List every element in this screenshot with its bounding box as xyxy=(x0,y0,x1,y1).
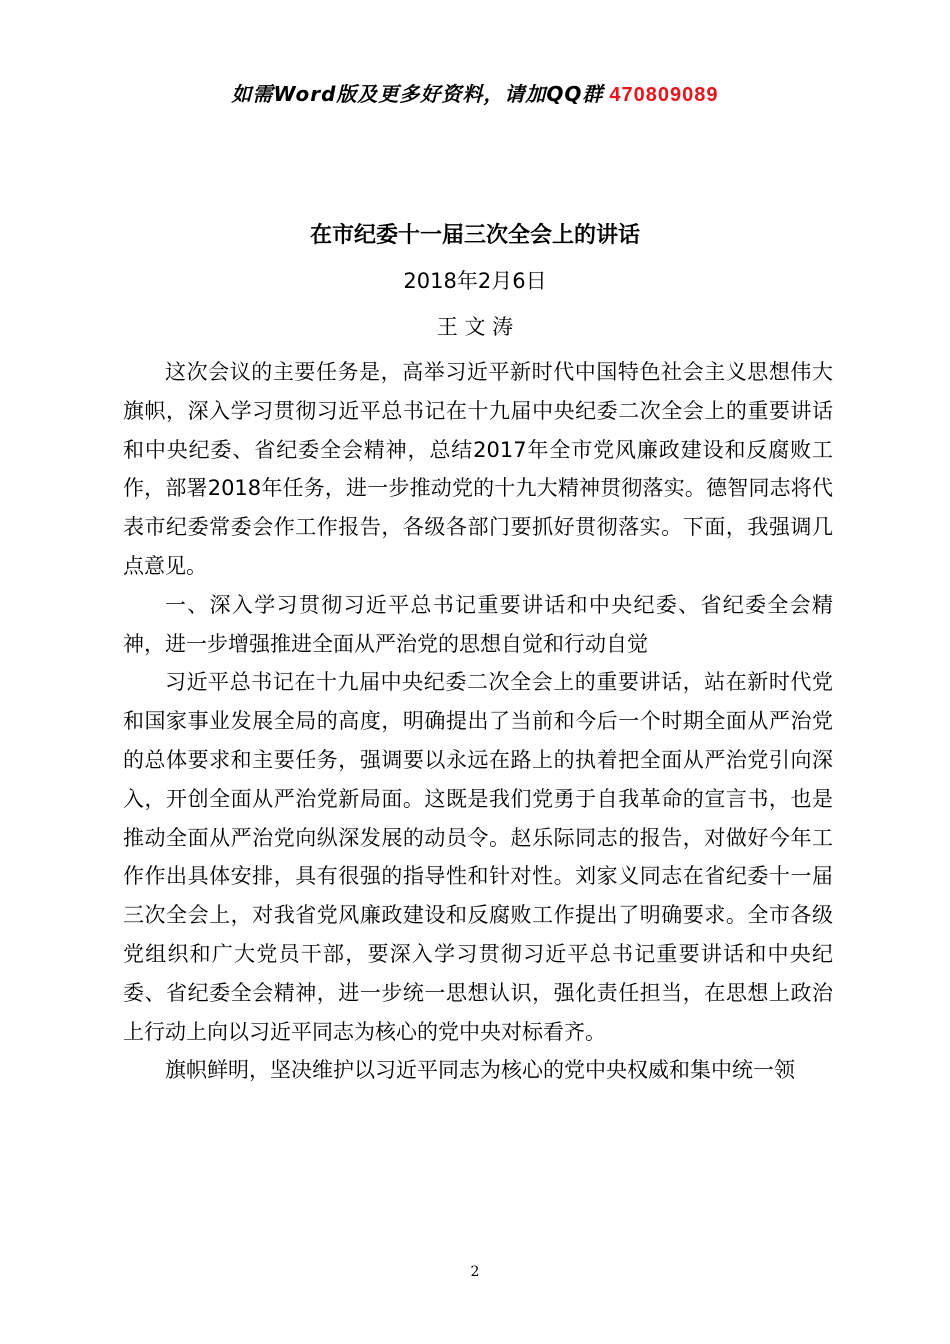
paragraph-continued: 旗帜鲜明，坚决维护以习近平同志为核心的党中央权威和集中统一领 xyxy=(165,1058,795,1083)
download-banner xyxy=(0,78,950,107)
document-author: 王 文 涛 xyxy=(436,315,514,339)
section-heading-1: 一、深入学习贯彻习近平总书记重要讲话和中央纪委、省纪委全会精神，进一步增强推进全面从严治党的思想自觉和行动自觉 xyxy=(123,592,833,656)
document-body xyxy=(123,353,833,1090)
page-number: 2 xyxy=(470,1264,480,1280)
document-date: 2018年2月6日 xyxy=(403,269,547,293)
paragraph-section-1: 习近平总书记在十九届中央纪委二次全会上的重要讲话，站在新时代党和国家事业发展全局的高度，明确提出了当前和今后一个时期全面从严治党的总体要求和主要任务，强调要以永远在路上的执着把全面从严治党引向深入，开创全面从严治党新局面。这既是我们党勇于自我革命的宣言书，也是推动全面从严治党向纵深发展的动员令。赵乐际同志的报告，对做好今年工作作出具体安排，具有很强的指导性和针对性。刘家义同志在省纪委十一届三次全会上，对我省党风廉政建设和反腐败工作提出了明确要求。全市各级党组织和广大党员干部，要深入学习贯彻习近平总书记重要讲话和中央纪委、省纪委全会精神，进一步统一思想认识，强化责任担当，在思想上政治上行动上向以习近平同志为核心的党中央对标看齐。 xyxy=(123,670,833,1044)
paragraph-intro: 这次会议的主要任务是，高举习近平新时代中国特色社会主义思想伟大旗帜，深入学习贯彻习近平总书记在十九届中央纪委二次全会上的重要讲话和中央纪委、省纪委全会精神，总结2017年全市党风廉政建设和反腐败工作，部署2018年任务，进一步推动党的十九大精神贯彻落实。德智同志将代表市纪委常委会作工作报告，各级各部门要抓好贯彻落实。下面，我强调几点意见。 xyxy=(123,360,833,578)
document-title: 在市纪委十一届三次全会上的讲话 xyxy=(309,223,640,248)
banner-text: 如需Word版及更多好资料，请加QQ群 xyxy=(231,82,604,106)
qq-group-number: 470809089 xyxy=(609,84,719,106)
